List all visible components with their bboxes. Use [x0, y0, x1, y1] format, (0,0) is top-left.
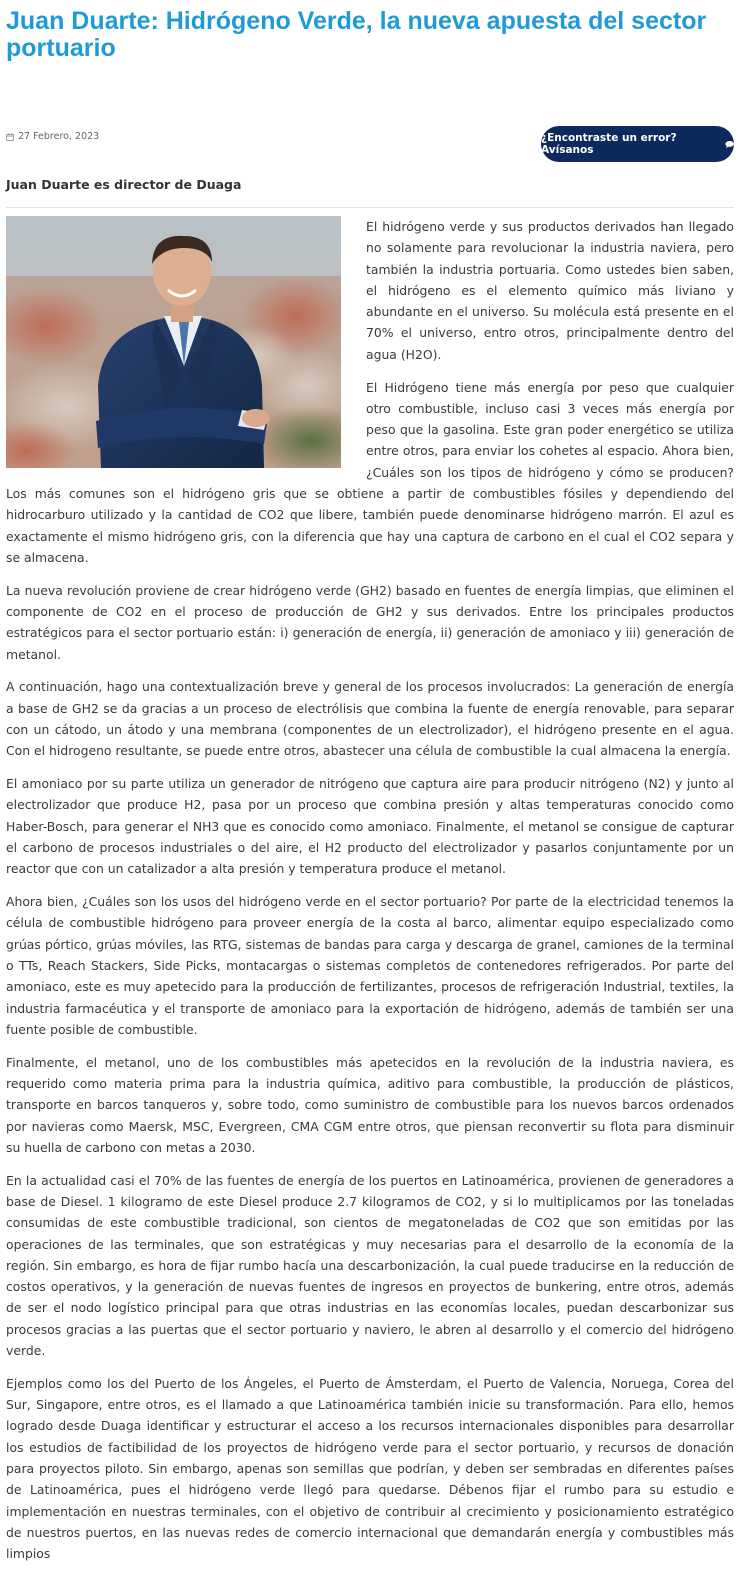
article-subtitle: Juan Duarte es director de Duaga [6, 177, 242, 192]
paragraph: El Hidrógeno tiene más energía por peso que cualquier otro combustible, incluso casi 3 veces más energía por peso que la gasolina. Este gran poder energético se utiliza entre otros, para enviar los cohetes al espacio. Ahora bien, ¿Cuáles son los tipos de hidrógeno y cómo se producen? Los más comunes son el hidrógeno gris que se obtiene a partir de combustibles fósiles y dependiendo del hidrocarburo utilizado y la cantidad de CO2 que libere, también puede denominarse hidrógeno marrón. El azul es exactamente el mismo hidrógeno gris, con la diferencia que hay una captura de carbono en el cual el CO2 separa y se almacena. [6, 379, 734, 565]
paragraph: Ejemplos como los del Puerto de los Ángeles, el Puerto de Ámsterdam, el Puerto de Valencia, Noruega, Corea del Sur, Singapore, entre otros, es el llamado a que Latinoamérica también inicie su transformación. Para ello, hemos logrado desde Duaga identificar y estructurar el acceso a los recursos internacionales disponibles para desarrollar los estudios de factibilidad de los proyectos de hidrógeno verde para el sector portuario, y recursos de donación para proyectos piloto. Sin embargo, apenas son semillas que podrían, y deben ser sembradas en diferentes países de Latinoamérica, pues el hidrógeno verde llegó para quedarse. Débenos fijar el rumbo para su estudio e implementación en nuestras terminales, con el objetivo de contribuir al crecimiento y posicionamiento estratégico de nuestros puertos, en las nuevas redes de comercio internacional que demandarán energía y combustibles más limpios [6, 1375, 734, 1562]
article-title: Juan Duarte: Hidrógeno Verde, la nueva apuesta del sector portuario [6, 7, 707, 62]
paragraph: A continuación, hago una contextualización breve y general de los procesos involucrados: La generación de energía a base de GH2 se da gracias a un proceso de electrólisis que combina la fuente de energía renovable, para separar con un cátodo, un átodo y una membrana (componentes de un electrolizador), el hidrógeno presente en el agua. Con el hidrogeno resultante, se puede entre otros, abastecer una célula de combustible la cual almacena la energía. [6, 679, 734, 759]
article-body [6, 216, 734, 1576]
paragraph: El hidrógeno verde y sus productos derivados han llegado no solamente para revolucionar la industria naviera, pero también la industria portuaria. Como ustedes bien saben, el hidrógeno es el elemento químico más liviano y abundante en el universo. Su molécula está presente en el 70% el universo, entro otros, principalmente dentro del agua (H2O). [366, 219, 734, 362]
date-text: 27 Febrero, 2023 [18, 131, 100, 142]
speech-bubble-icon [725, 140, 734, 149]
publish-date [6, 131, 99, 142]
paragraph: Finalmente, el metanol, uno de los combustibles más apetecidos en la revolución de la industria naviera, es requerido como materia prima para la industria química, aditivo para combustible, la producción de plásticos, transporte en barcos tanqueros y, sobre todo, como suministro de combustible para los nuevos barcos ordenados por navieras como Maersk, MSC, Evergreen, CMA CGM entre otros, que piensan reconvertir su flota para disminuir su huella de carbono con metas a 2030. [6, 1054, 734, 1155]
report-error-label: ¿Encontraste un error? Avísanos [541, 132, 677, 156]
paragraph: En la actualidad casi el 70% de las fuentes de energía de los puertos en Latinoamérica, provienen de generadores a base de Diesel. 1 kilogramo de este Diesel produce 2.7 kilogramos de CO2, y si lo multiplicamos por las toneladas consumidas de este combustible tradicional, son cientos de megatoneladas de CO2 que son emitidas por las operaciones de las terminales, que son estratégicas y muy necesarias para el desarrollo de la economía de la región. Sin embargo, es hora de fijar rumbo hacía una descarbonización, la cual puede traducirse en la reducción de costos operativos, y la generación de nuevas fuentes de ingresos en proyectos de bunkering, entre otros, además de ser el nodo logístico principal para que otras industrias en las economías locales, puedan descarbonizar sus procesos gracias a las puertas que el sector portuario y naviero, le abren al desarrollo y el comercio del hidrógeno verde. [6, 1172, 734, 1359]
paragraph: La nueva revolución proviene de crear hidrógeno verde (GH2) basado en fuentes de energía limpias, que eliminen el componente de CO2 en el proceso de producción de GH2 y sus derivados. Entre los principales productos estratégicos para el sector portuario están: i) generación de energía, ii) generación de amoniaco y iii) generación de metanol. [6, 582, 734, 662]
report-error-button[interactable] [541, 126, 734, 162]
author-photo [6, 216, 341, 468]
paragraph: El amoniaco por su parte utiliza un generador de nitrógeno que captura aire para producir nitrógeno (N2) y junto al electrolizador que produce H2, pasa por un proceso que combina presión y altas temperaturas conocido como Haber-Bosch, para generar el NH3 que es conocido como amoniaco. Finalmente, el metanol se consigue de capturar el carbono de procesos industriales o del aire, el H2 producto del electrolizador y pasarlos conjuntamente por un reactor que con un catalizador a alta presión y temperatura produce el metanol. [6, 776, 734, 877]
paragraph: Ahora bien, ¿Cuáles son los usos del hidrógeno verde en el sector portuario? Por parte de la electricidad tenemos la célula de combustible hidrógeno para proveer energía de la costa al barco, alimentar equipo especializado como grúas pórtico, grúas móviles, las RTG, sistemas de bandas para carga y descarga de granel, camiones de la terminal o TTs, Reach Stackers, Side Picks, montacargas o sistemas completos de contenedores refrigerados. Por parte del amoniaco, este es muy apetecido para la producción de fertilizantes, procesos de refrigeración Industrial, textiles, la industria farmacéutica y el transporte de amoniaco para la exportación de hidrógeno, además de también ser una fuente posible de combustible. [6, 894, 734, 1037]
divider [6, 207, 734, 208]
calendar-icon [6, 133, 14, 141]
